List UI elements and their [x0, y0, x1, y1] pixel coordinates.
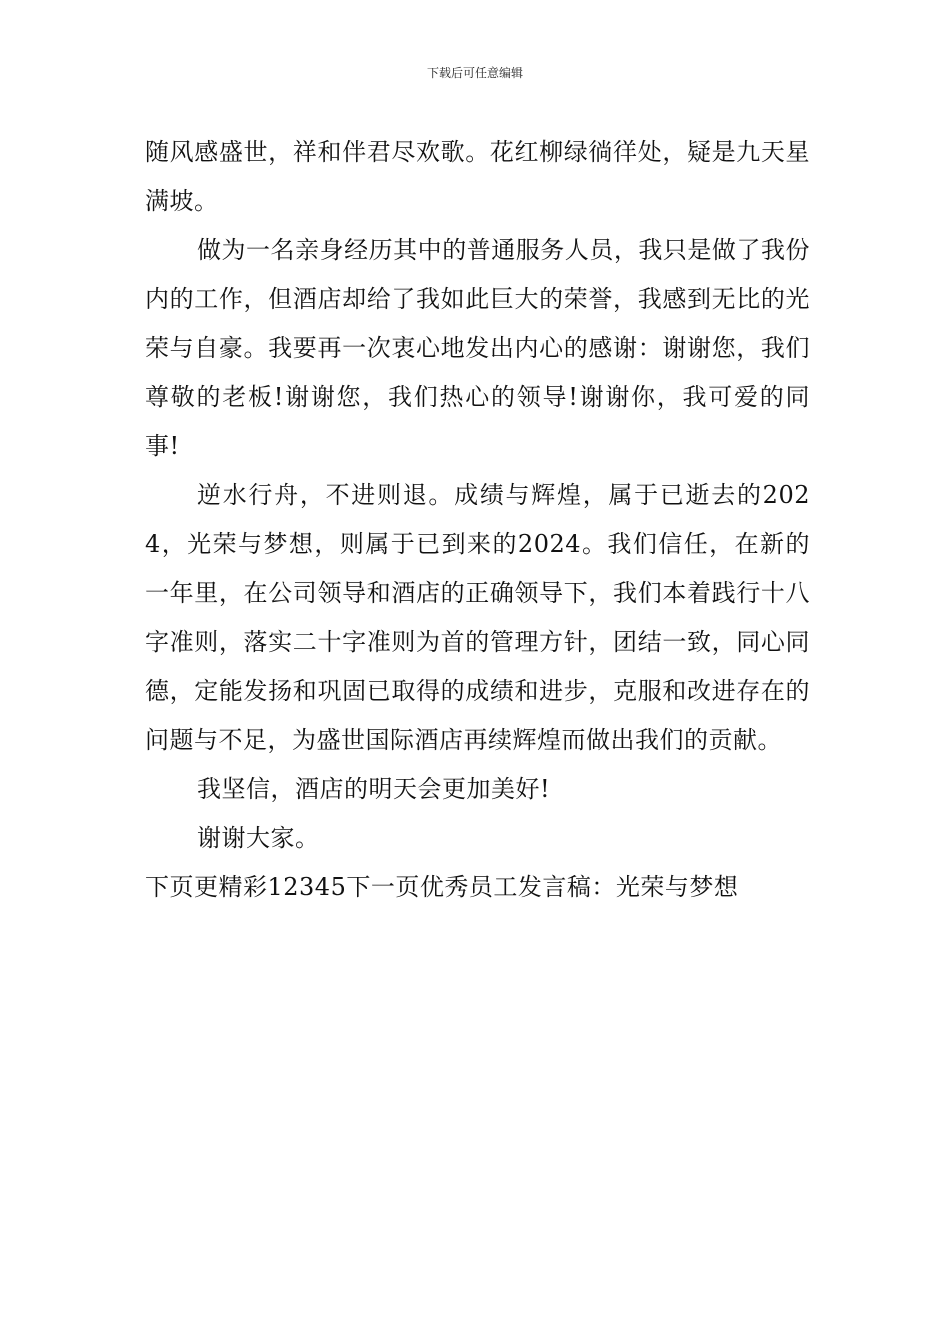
paragraph-belief: 我坚信，酒店的明天会更加美好!: [197, 775, 551, 803]
paragraph-continuation: 随风感盛世，祥和伴君尽欢歌。花红柳绿徜徉处，疑是九天星满坡。: [145, 138, 810, 215]
paragraph-thanks: 谢谢大家。: [197, 824, 320, 852]
next-page-link[interactable]: 下页更精彩12345下一页优秀员工发言稿：光荣与梦想: [145, 873, 739, 901]
paragraph-gratitude: 做为一名亲身经历其中的普通服务人员，我只是做了我份内的工作，但酒店却给了我如此巨大的荣誉，我感到无比的光荣与自豪。我要再一次衷心地发出内心的感谢：谢谢您，我们尊敬的老板!谢谢您，我们热心的领导!谢谢你，我可爱的同事!: [145, 236, 810, 460]
document-body: [145, 128, 810, 912]
paragraph-outlook: 逆水行舟，不进则退。成绩与辉煌，属于已逝去的2024，光荣与梦想，则属于已到来的2024。我们信任，在新的一年里，在公司领导和酒店的正确领导下，我们本着践行十八字准则，落实二十字准则为首的管理方针，团结一致，同心同德，定能发扬和巩固已取得的成绩和进步，克服和改进存在的问题与不足，为盛世国际酒店再续辉煌而做出我们的贡献。: [145, 481, 810, 754]
page-header-note: 下载后可任意编辑: [426, 66, 523, 80]
